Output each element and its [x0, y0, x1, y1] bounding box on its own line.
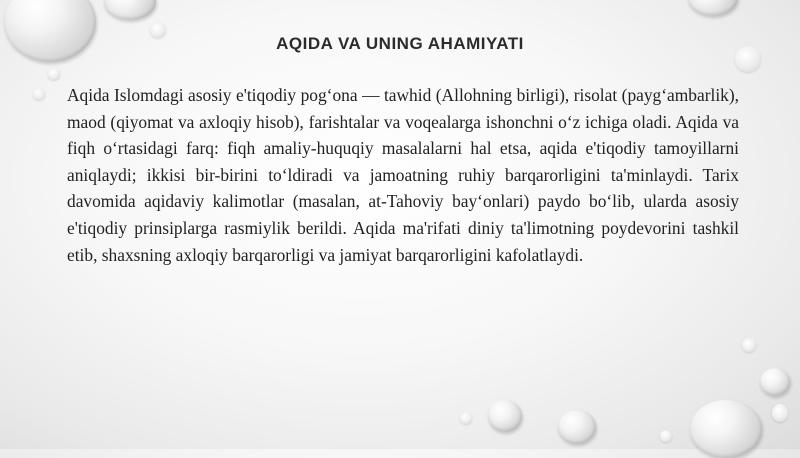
droplet-decoration: [660, 430, 672, 442]
slide-title: AQIDA VA UNING AHAMIYATI: [276, 34, 524, 53]
droplet-decoration: [690, 400, 762, 458]
slide-paragraph: Aqida Islomdagi asosiy e'tiqodiy pog‘ona — tawhid (Allohning birligi), risolat (payg‘ambarlik), maod (qiyomat va axloqiy hisob), farishtalar va voqealarga ishonchni o‘z ichiga oladi. Aqida va fiqh o‘rtasidagi farq: fiqh amaliy-huquqiy masalalarni hal etsa, aqida e'tiqodiy tamoyillarni aniqlaydi; ikkisi bir-birini to‘ldiradi va jamoatning ruhiy barqarorligini ta'minlaydi. Tarix davomida aqidaviy kalimotlar (masalan, at-Tahoviy bay‘onlari) paydo bo‘lib, ularda asosiy e'tiqodiy prinsiplarga rasmiylik berildi. Aqida ma'rifati diniy ta'limotning poydevorini tashkil etib, shaxsning axloqiy barqarorligi va jamiyat barqarorligini kafolatlaydi.: [67, 85, 739, 265]
droplet-decoration: [742, 338, 756, 352]
droplet-decoration: [488, 400, 522, 432]
droplet-decoration: [460, 412, 472, 424]
droplet-decoration: [772, 404, 788, 422]
droplet-decoration: [688, 0, 738, 16]
droplet-decoration: [558, 410, 596, 444]
droplet-decoration: [48, 68, 60, 80]
bullet-droplet-icon: [33, 88, 45, 100]
droplet-decoration: [104, 0, 156, 20]
droplet-decoration: [760, 368, 790, 396]
